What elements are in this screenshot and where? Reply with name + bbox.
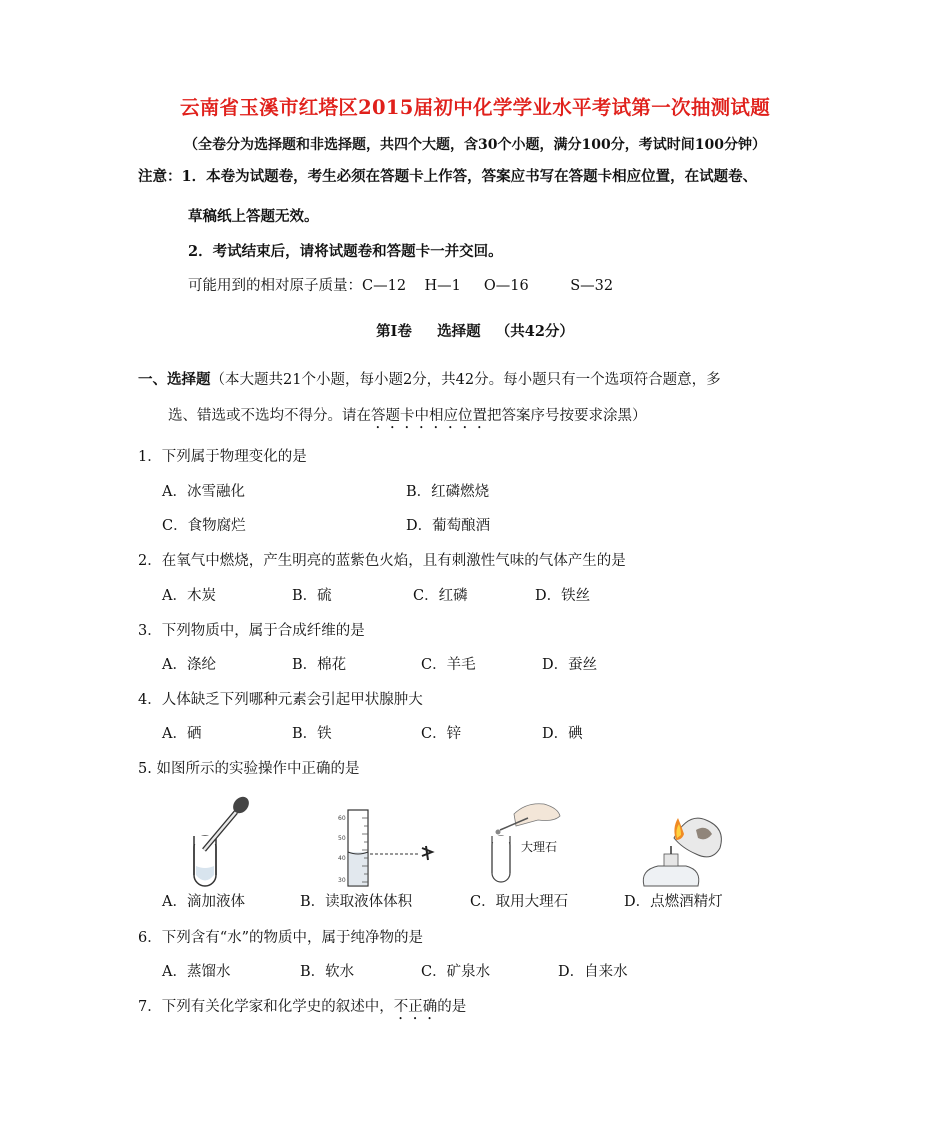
- q1-option-a: A．冰雪融化: [162, 484, 245, 500]
- q3-option-a: A．涤纶: [162, 657, 216, 673]
- figure-dropping-liquid: [182, 796, 252, 890]
- q5-stem: 5. 如图所示的实验操作中正确的是: [138, 761, 360, 777]
- scale-label-40: 40: [338, 855, 346, 862]
- notice-2: 2．考试结束后，请将试题卷和答题卡一并交回。: [188, 243, 503, 260]
- part1-label: 一、选择题: [138, 371, 211, 388]
- q5-option-a: A．滴加液体: [162, 894, 245, 910]
- notice-prefix: 注意：: [138, 168, 182, 185]
- q5-option-c: C．取用大理石: [470, 894, 569, 910]
- q5-option-b: B．读取液体体积: [300, 894, 413, 910]
- q4-stem: 4．人体缺乏下列哪种元素会引起甲状腺肿大: [138, 692, 423, 708]
- q6-stem: 6．下列含有“水”的物质中，属于纯净物的是: [138, 930, 424, 946]
- figure-lighting-lamp: [636, 808, 736, 888]
- q2-option-b: B．硫: [292, 588, 332, 604]
- q7-stem: 7．下列有关化学家和化学史的叙述中，不正确的是: [138, 999, 467, 1015]
- q1-stem: 1．下列属于物理变化的是: [138, 449, 307, 465]
- part1-desc-1: （本大题共21个小题，每小题2分，共42分。每小题只有一个选项符合题意，多: [210, 372, 721, 388]
- q4-option-c: C．锌: [421, 726, 462, 742]
- part1-intro: [138, 368, 721, 389]
- section-heading: 第Ⅰ卷 选择题 （共42分）: [376, 323, 574, 340]
- exam-title: 云南省玉溪市红塔区2015届初中化学学业水平考试第一次抽测试题: [179, 96, 771, 119]
- q6-option-d: D．自来水: [558, 964, 628, 980]
- q6-option-b: B．软水: [300, 964, 355, 980]
- q1-option-b: B．红磷燃烧: [406, 484, 490, 500]
- scale-label-60: 60: [338, 815, 346, 822]
- exam-subtitle: （全卷分为选择题和非选择题，共四个大题，含30个小题，满分100分，考试时间100分钟）: [184, 137, 766, 153]
- q3-stem: 3．下列物质中，属于合成纤维的是: [138, 623, 365, 639]
- q2-option-a: A．木炭: [162, 588, 216, 604]
- q5-option-d: D．点燃酒精灯: [624, 894, 723, 910]
- notice-1-continued: 草稿纸上答题无效。: [188, 208, 319, 225]
- q6-option-c: C．矿泉水: [421, 964, 491, 980]
- q1-option-c: C．食物腐烂: [162, 518, 246, 534]
- q3-option-c: C．羊毛: [421, 657, 476, 673]
- marble-label: 大理石: [521, 840, 558, 854]
- emphasis-incorrect: 不正确: [393, 999, 438, 1015]
- q3-option-d: D．蚕丝: [542, 657, 598, 673]
- q2-option-d: D．铁丝: [535, 588, 591, 604]
- q4-option-b: B．铁: [292, 726, 332, 742]
- q4-option-d: D．碘: [542, 726, 583, 742]
- notice-line-1: [138, 165, 757, 186]
- q4-option-a: A．硒: [162, 726, 202, 742]
- q6-option-a: A．蒸馏水: [162, 964, 231, 980]
- q2-option-c: C．红磷: [413, 588, 468, 604]
- q2-stem: 2．在氧气中燃烧，产生明亮的蓝紫色火焰，且有刺激性气味的气体产生的是: [138, 553, 626, 569]
- q3-option-b: B．棉花: [292, 657, 347, 673]
- notice-1-text: 1．本卷为试题卷，考生必须在答题卡上作答，答案应书写在答题卡相应位置，在试题卷、: [181, 168, 758, 185]
- figure-reading-volume: [336, 808, 446, 888]
- scale-label-30: 30: [338, 877, 346, 884]
- q1-option-d: D．葡萄酿酒: [406, 518, 491, 534]
- scale-label-50: 50: [338, 835, 346, 842]
- atomic-masses: 可能用到的相对原子质量：C—12 H—1 O—16 S—32: [188, 278, 614, 294]
- emphasis-answer-sheet: 答题卡中相应位置: [371, 408, 487, 424]
- part1-desc-2: 选、错选或不选均不得分。请在答题卡中相应位置把答案序号按要求涂黑）: [168, 408, 647, 424]
